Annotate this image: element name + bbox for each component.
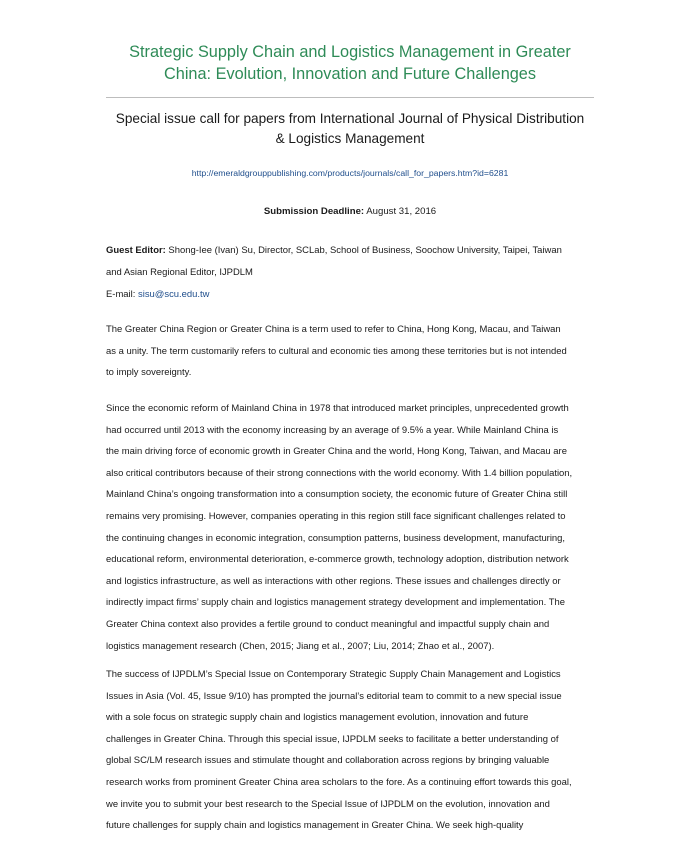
paragraph-line: had occurred until 2013 with the economy increasing by an average of 9.5% a year. While Mainland China is — [106, 424, 559, 436]
deadline-label: Submission Deadline: — [263, 206, 365, 217]
title-line: Strategic Supply Chain and Logistics Management in Greater — [129, 43, 571, 61]
paragraph-line: future challenges for supply chain and logistics management in Greater China. We seek high-quality — [106, 820, 524, 832]
guest-editor-line: and Asian Regional Editor, IJPDLM — [106, 267, 253, 278]
paragraph-line: we invite you to submit your best research to the Special Issue of IJPDLM on the evolution, innovation and — [106, 798, 550, 810]
title-line: China: Evolution, Innovation and Future Challenges — [164, 65, 536, 83]
deadline-value: August 31, 2016 — [364, 206, 437, 217]
paragraph-line: educational reform, environmental deterioration, e-commerce growth, technology adoption, distribution network — [106, 554, 569, 566]
paragraph-line: Mainland China’s ongoing transformation into a consumption society, the economic future of Greater China still — [106, 489, 568, 501]
document-title — [100, 41, 600, 85]
guest-editor-block — [106, 240, 606, 306]
body-paragraph — [106, 398, 606, 657]
paragraph-line: as a unity. The term customarily refers to cultural and economic ties among these territories but is not intended — [106, 345, 567, 357]
paragraph-line: Greater China context also provides a fertile ground to conduct meaningful and impactful supply chain and — [106, 618, 550, 630]
paragraph-line: the main driving force of economic growth in Greater China and the world, Hong Kong, Taiwan, and Macau are — [106, 446, 567, 458]
paragraph-line: to imply sovereignty. — [106, 367, 192, 379]
title-divider — [106, 97, 594, 98]
paragraph-line: with a sole focus on strategic supply chain and logistics management evolution, innovation and future — [106, 712, 529, 724]
subtitle-line: & Logistics Management — [275, 131, 425, 146]
call-for-papers-link[interactable]: http://emeraldgrouppublishing.com/products/journals/call_for_papers.htm?id=6281 — [191, 168, 509, 178]
email-link[interactable]: sisu@scu.edu.tw — [138, 289, 210, 300]
body-paragraph — [106, 664, 606, 837]
paragraph-line: global SC/LM research issues and stimulate thought and collaboration across regions by bringing valuable — [106, 755, 550, 767]
paragraph-line: Issues in Asia (Vol. 45, Issue 9/10) has prompted the journal’s editorial team to commit to a new special issue — [106, 690, 562, 702]
guest-editor-label: Guest Editor: — [106, 245, 166, 256]
paragraph-line: logistics management research (Chen, 2015; Jiang et al., 2007; Liu, 2014; Zhao et al., 2007). — [106, 640, 495, 652]
guest-editor-text: Shong-Iee (Ivan) Su, Director, SCLab, School of Business, Soochow University, Taipei, Taiwan — [165, 245, 562, 256]
body-paragraph — [106, 319, 606, 384]
paragraph-line: the continuing changes in economic integration, consumption patterns, business development, manufacturing, — [106, 532, 566, 544]
paragraph-line: Since the economic reform of Mainland China in 1978 that introduced market principles, unprecedented growth — [106, 403, 569, 414]
paragraph-line: also critical contributors because of their strong connections with the world economy. With 1.4 billion population, — [106, 467, 573, 479]
subtitle-line: Special issue call for papers from International Journal of Physical Distribution — [115, 111, 585, 126]
paragraph-line: The Greater China Region or Greater China is a term used to refer to China, Hong Kong, Macau, and Taiwan — [106, 324, 561, 335]
guest-editor-line — [106, 240, 606, 262]
paragraph-line: The success of IJPDLM’s Special Issue on Contemporary Strategic Supply Chain Management and Logistics — [106, 669, 561, 680]
paragraph-line: indirectly impact firms’ supply chain and logistics management strategy development and implementation. The — [106, 597, 565, 609]
email-line — [106, 284, 606, 306]
document-subtitle — [102, 109, 598, 149]
email-label: E-mail: — [106, 289, 138, 300]
paragraph-line: challenges in Greater China. Through this special issue, IJPDLM seeks to facilitate a better understanding of — [106, 733, 559, 745]
paragraph-line: remains very promising. However, companies operating in this region still face significant challenges related to — [106, 510, 566, 522]
paragraph-line: and logistics infrastructure, as well as interactions with other regions. These issues and challenges directly or — [106, 575, 561, 587]
paragraph-line: research works from prominent Greater China area scholars to the fore. As a continuing effort towards this goal, — [106, 776, 572, 788]
submission-deadline — [106, 205, 594, 218]
